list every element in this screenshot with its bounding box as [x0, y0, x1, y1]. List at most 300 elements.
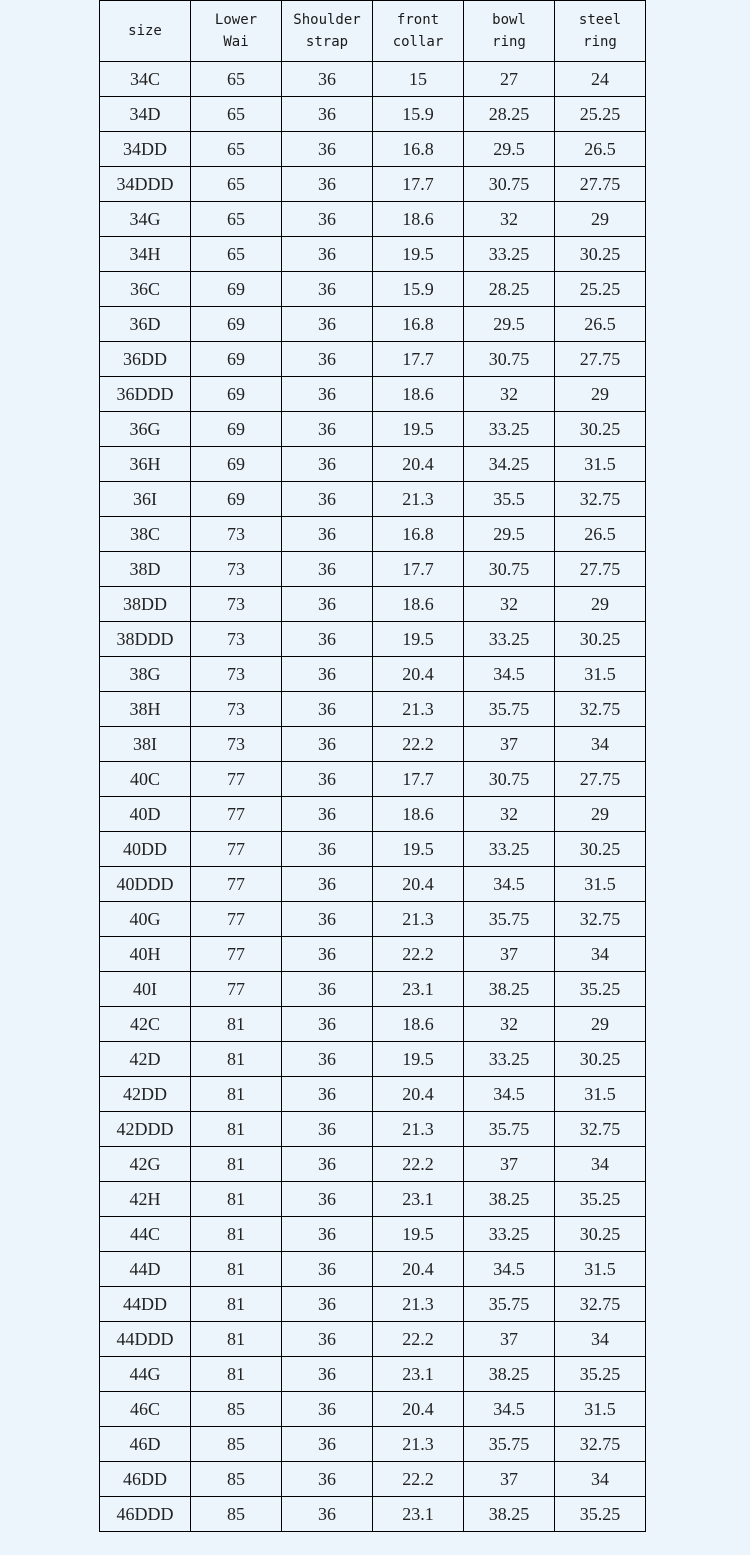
- bowl-ring-cell: 33.25: [464, 412, 555, 447]
- shoulder-strap-cell: 36: [282, 1497, 373, 1532]
- shoulder-strap-cell: 36: [282, 1042, 373, 1077]
- size-cell: 42C: [100, 1007, 191, 1042]
- lower-waist-cell: 85: [191, 1427, 282, 1462]
- front-collar-cell: 16.8: [373, 517, 464, 552]
- shoulder-strap-cell: 36: [282, 762, 373, 797]
- steel-ring-cell: 35.25: [555, 1182, 646, 1217]
- lower-waist-cell: 85: [191, 1392, 282, 1427]
- bowl-ring-cell: 34.5: [464, 1077, 555, 1112]
- bowl-ring-cell: 33.25: [464, 832, 555, 867]
- shoulder-strap-cell: 36: [282, 202, 373, 237]
- bowl-ring-cell: 33.25: [464, 1042, 555, 1077]
- size-cell: 38I: [100, 727, 191, 762]
- size-cell: 44DDD: [100, 1322, 191, 1357]
- size-cell: 34C: [100, 62, 191, 97]
- shoulder-strap-cell: 36: [282, 447, 373, 482]
- bowl-ring-cell: 38.25: [464, 1357, 555, 1392]
- shoulder-strap-cell: 36: [282, 377, 373, 412]
- front-collar-cell: 17.7: [373, 762, 464, 797]
- shoulder-strap-cell: 36: [282, 972, 373, 1007]
- bowl-ring-cell: 30.75: [464, 552, 555, 587]
- lower-waist-cell: 77: [191, 902, 282, 937]
- size-cell: 40C: [100, 762, 191, 797]
- shoulder-strap-cell: 36: [282, 167, 373, 202]
- lower-waist-cell: 81: [191, 1077, 282, 1112]
- shoulder-strap-cell: 36: [282, 797, 373, 832]
- steel-ring-cell: 32.75: [555, 902, 646, 937]
- size-cell: 42DD: [100, 1077, 191, 1112]
- front-collar-cell: 20.4: [373, 657, 464, 692]
- shoulder-strap-cell: 36: [282, 97, 373, 132]
- shoulder-strap-cell: 36: [282, 307, 373, 342]
- shoulder-strap-cell: 36: [282, 937, 373, 972]
- front-collar-cell: 23.1: [373, 1497, 464, 1532]
- front-collar-cell: 18.6: [373, 1007, 464, 1042]
- bowl-ring-cell: 38.25: [464, 1182, 555, 1217]
- size-cell: 36C: [100, 272, 191, 307]
- size-cell: 44D: [100, 1252, 191, 1287]
- steel-ring-cell: 24: [555, 62, 646, 97]
- table-row: [100, 552, 646, 587]
- lower-waist-cell: 69: [191, 447, 282, 482]
- steel-ring-cell: 30.25: [555, 622, 646, 657]
- front-collar-cell: 22.2: [373, 727, 464, 762]
- bowl-ring-cell: 38.25: [464, 972, 555, 1007]
- shoulder-strap-cell: 36: [282, 587, 373, 622]
- table-row: [100, 1007, 646, 1042]
- table-row: [100, 622, 646, 657]
- size-cell: 44C: [100, 1217, 191, 1252]
- size-cell: 38C: [100, 517, 191, 552]
- steel-ring-cell: 29: [555, 1007, 646, 1042]
- steel-ring-cell: 34: [555, 727, 646, 762]
- size-cell: 34D: [100, 97, 191, 132]
- shoulder-strap-cell: 36: [282, 1357, 373, 1392]
- size-cell: 44G: [100, 1357, 191, 1392]
- front-collar-cell: 23.1: [373, 1182, 464, 1217]
- front-collar-cell: 18.6: [373, 202, 464, 237]
- bowl-ring-cell: 37: [464, 1322, 555, 1357]
- steel-ring-cell: 29: [555, 377, 646, 412]
- bowl-ring-cell: 35.75: [464, 692, 555, 727]
- header-label-line: ring: [583, 34, 617, 50]
- steel-ring-cell: 31.5: [555, 1077, 646, 1112]
- table-row: [100, 342, 646, 377]
- size-cell: 36H: [100, 447, 191, 482]
- shoulder-strap-cell: 36: [282, 1427, 373, 1462]
- lower-waist-cell: 65: [191, 167, 282, 202]
- header-label-line: collar: [392, 34, 444, 50]
- steel-ring-cell: 30.25: [555, 1042, 646, 1077]
- shoulder-strap-cell: 36: [282, 657, 373, 692]
- lower-waist-cell: 73: [191, 692, 282, 727]
- front-collar-cell: 15.9: [373, 272, 464, 307]
- lower-waist-cell: 65: [191, 62, 282, 97]
- shoulder-strap-cell: 36: [282, 482, 373, 517]
- lower-waist-cell: 81: [191, 1322, 282, 1357]
- front-collar-cell: 20.4: [373, 867, 464, 902]
- steel-ring-cell: 29: [555, 202, 646, 237]
- header-bowl-ring: [464, 1, 555, 62]
- table-row: [100, 1357, 646, 1392]
- size-cell: 44DD: [100, 1287, 191, 1322]
- front-collar-cell: 20.4: [373, 1392, 464, 1427]
- bowl-ring-cell: 35.75: [464, 1112, 555, 1147]
- table-row: [100, 62, 646, 97]
- lower-waist-cell: 73: [191, 552, 282, 587]
- table-row: [100, 1252, 646, 1287]
- lower-waist-cell: 85: [191, 1462, 282, 1497]
- bowl-ring-cell: 30.75: [464, 342, 555, 377]
- bowl-ring-cell: 33.25: [464, 237, 555, 272]
- lower-waist-cell: 69: [191, 412, 282, 447]
- shoulder-strap-cell: 36: [282, 517, 373, 552]
- steel-ring-cell: 31.5: [555, 867, 646, 902]
- lower-waist-cell: 69: [191, 307, 282, 342]
- steel-ring-cell: 34: [555, 1147, 646, 1182]
- steel-ring-cell: 31.5: [555, 447, 646, 482]
- shoulder-strap-cell: 36: [282, 132, 373, 167]
- lower-waist-cell: 73: [191, 587, 282, 622]
- size-cell: 46D: [100, 1427, 191, 1462]
- bowl-ring-cell: 32: [464, 1007, 555, 1042]
- steel-ring-cell: 34: [555, 1462, 646, 1497]
- size-cell: 46C: [100, 1392, 191, 1427]
- bowl-ring-cell: 35.75: [464, 1427, 555, 1462]
- size-cell: 38H: [100, 692, 191, 727]
- table-row: [100, 1112, 646, 1147]
- table-row: [100, 447, 646, 482]
- front-collar-cell: 22.2: [373, 1322, 464, 1357]
- shoulder-strap-cell: 36: [282, 1287, 373, 1322]
- front-collar-cell: 19.5: [373, 237, 464, 272]
- size-cell: 36D: [100, 307, 191, 342]
- table-row: [100, 657, 646, 692]
- size-cell: 38G: [100, 657, 191, 692]
- size-cell: 40DDD: [100, 867, 191, 902]
- front-collar-cell: 21.3: [373, 482, 464, 517]
- lower-waist-cell: 81: [191, 1217, 282, 1252]
- front-collar-cell: 19.5: [373, 412, 464, 447]
- table-row: [100, 902, 646, 937]
- lower-waist-cell: 77: [191, 832, 282, 867]
- table-row: [100, 1462, 646, 1497]
- lower-waist-cell: 69: [191, 342, 282, 377]
- shoulder-strap-cell: 36: [282, 727, 373, 762]
- front-collar-cell: 19.5: [373, 622, 464, 657]
- lower-waist-cell: 77: [191, 867, 282, 902]
- lower-waist-cell: 65: [191, 132, 282, 167]
- lower-waist-cell: 77: [191, 797, 282, 832]
- bowl-ring-cell: 29.5: [464, 307, 555, 342]
- front-collar-cell: 15: [373, 62, 464, 97]
- header-lower-waist: [191, 1, 282, 62]
- header-label-line: size: [128, 23, 162, 39]
- table-row: [100, 377, 646, 412]
- lower-waist-cell: 85: [191, 1497, 282, 1532]
- header-label-line: front: [396, 12, 440, 28]
- table-row: [100, 1497, 646, 1532]
- steel-ring-cell: 26.5: [555, 132, 646, 167]
- bowl-ring-cell: 38.25: [464, 1497, 555, 1532]
- table-row: [100, 517, 646, 552]
- bowl-ring-cell: 32: [464, 202, 555, 237]
- front-collar-cell: 21.3: [373, 692, 464, 727]
- front-collar-cell: 18.6: [373, 797, 464, 832]
- steel-ring-cell: 25.25: [555, 272, 646, 307]
- table-row: [100, 727, 646, 762]
- bowl-ring-cell: 34.5: [464, 1252, 555, 1287]
- front-collar-cell: 17.7: [373, 342, 464, 377]
- size-chart: [99, 0, 646, 1532]
- front-collar-cell: 18.6: [373, 587, 464, 622]
- header-label-line: bowl: [492, 12, 526, 28]
- size-cell: 36DDD: [100, 377, 191, 412]
- lower-waist-cell: 73: [191, 657, 282, 692]
- lower-waist-cell: 65: [191, 202, 282, 237]
- front-collar-cell: 19.5: [373, 1217, 464, 1252]
- header-label-line: strap: [305, 34, 349, 50]
- front-collar-cell: 18.6: [373, 377, 464, 412]
- front-collar-cell: 21.3: [373, 1112, 464, 1147]
- lower-waist-cell: 77: [191, 762, 282, 797]
- steel-ring-cell: 31.5: [555, 657, 646, 692]
- shoulder-strap-cell: 36: [282, 1322, 373, 1357]
- size-cell: 36G: [100, 412, 191, 447]
- shoulder-strap-cell: 36: [282, 552, 373, 587]
- bowl-ring-cell: 30.75: [464, 762, 555, 797]
- bowl-ring-cell: 29.5: [464, 132, 555, 167]
- table-row: [100, 1287, 646, 1322]
- steel-ring-cell: 30.25: [555, 1217, 646, 1252]
- steel-ring-cell: 34: [555, 937, 646, 972]
- bowl-ring-cell: 32: [464, 797, 555, 832]
- front-collar-cell: 21.3: [373, 902, 464, 937]
- steel-ring-cell: 27.75: [555, 342, 646, 377]
- header-label-line: ring: [492, 34, 526, 50]
- front-collar-cell: 19.5: [373, 832, 464, 867]
- table-row: [100, 1077, 646, 1112]
- table-row: [100, 97, 646, 132]
- bowl-ring-cell: 27: [464, 62, 555, 97]
- bowl-ring-cell: 37: [464, 1462, 555, 1497]
- lower-waist-cell: 81: [191, 1182, 282, 1217]
- lower-waist-cell: 69: [191, 377, 282, 412]
- bowl-ring-cell: 34.25: [464, 447, 555, 482]
- front-collar-cell: 22.2: [373, 1462, 464, 1497]
- front-collar-cell: 17.7: [373, 552, 464, 587]
- front-collar-cell: 21.3: [373, 1287, 464, 1322]
- size-cell: 42G: [100, 1147, 191, 1182]
- lower-waist-cell: 69: [191, 272, 282, 307]
- header-shoulder-strap: [282, 1, 373, 62]
- table-row: [100, 132, 646, 167]
- size-cell: 40D: [100, 797, 191, 832]
- size-cell: 46DDD: [100, 1497, 191, 1532]
- lower-waist-cell: 73: [191, 727, 282, 762]
- bowl-ring-cell: 34.5: [464, 867, 555, 902]
- header-front-collar: [373, 1, 464, 62]
- header-size: [100, 1, 191, 62]
- table-row: [100, 1427, 646, 1462]
- front-collar-cell: 19.5: [373, 1042, 464, 1077]
- header-label-line: Shoulder: [293, 12, 361, 28]
- steel-ring-cell: 35.25: [555, 1357, 646, 1392]
- header-steel-ring: [555, 1, 646, 62]
- header-label-line: Lower: [214, 12, 258, 28]
- front-collar-cell: 20.4: [373, 1077, 464, 1112]
- lower-waist-cell: 81: [191, 1112, 282, 1147]
- steel-ring-cell: 35.25: [555, 1497, 646, 1532]
- lower-waist-cell: 77: [191, 937, 282, 972]
- steel-ring-cell: 31.5: [555, 1252, 646, 1287]
- bowl-ring-cell: 32: [464, 377, 555, 412]
- table-row: [100, 202, 646, 237]
- bowl-ring-cell: 28.25: [464, 97, 555, 132]
- size-cell: 42D: [100, 1042, 191, 1077]
- size-cell: 42DDD: [100, 1112, 191, 1147]
- shoulder-strap-cell: 36: [282, 1217, 373, 1252]
- steel-ring-cell: 34: [555, 1322, 646, 1357]
- lower-waist-cell: 81: [191, 1252, 282, 1287]
- size-cell: 40I: [100, 972, 191, 1007]
- size-cell: 34G: [100, 202, 191, 237]
- shoulder-strap-cell: 36: [282, 342, 373, 377]
- table-header: [100, 1, 646, 62]
- table-row: [100, 762, 646, 797]
- lower-waist-cell: 81: [191, 1007, 282, 1042]
- shoulder-strap-cell: 36: [282, 62, 373, 97]
- front-collar-cell: 20.4: [373, 447, 464, 482]
- header-label-line: steel: [578, 12, 622, 28]
- lower-waist-cell: 81: [191, 1357, 282, 1392]
- table-row: [100, 797, 646, 832]
- steel-ring-cell: 27.75: [555, 552, 646, 587]
- shoulder-strap-cell: 36: [282, 1147, 373, 1182]
- table-row: [100, 692, 646, 727]
- steel-ring-cell: 30.25: [555, 832, 646, 867]
- shoulder-strap-cell: 36: [282, 622, 373, 657]
- size-cell: 40DD: [100, 832, 191, 867]
- size-cell: 34DDD: [100, 167, 191, 202]
- steel-ring-cell: 27.75: [555, 762, 646, 797]
- steel-ring-cell: 30.25: [555, 412, 646, 447]
- bowl-ring-cell: 34.5: [464, 657, 555, 692]
- table-row: [100, 832, 646, 867]
- size-cell: 34H: [100, 237, 191, 272]
- bowl-ring-cell: 34.5: [464, 1392, 555, 1427]
- table-row: [100, 1217, 646, 1252]
- steel-ring-cell: 30.25: [555, 237, 646, 272]
- lower-waist-cell: 73: [191, 622, 282, 657]
- bowl-ring-cell: 35.75: [464, 1287, 555, 1322]
- size-cell: 46DD: [100, 1462, 191, 1497]
- table-row: [100, 1392, 646, 1427]
- bowl-ring-cell: 35.5: [464, 482, 555, 517]
- bowl-ring-cell: 35.75: [464, 902, 555, 937]
- steel-ring-cell: 26.5: [555, 307, 646, 342]
- shoulder-strap-cell: 36: [282, 692, 373, 727]
- lower-waist-cell: 77: [191, 972, 282, 1007]
- shoulder-strap-cell: 36: [282, 1252, 373, 1287]
- size-cell: 42H: [100, 1182, 191, 1217]
- header-row: [100, 1, 646, 62]
- bowl-ring-cell: 37: [464, 937, 555, 972]
- steel-ring-cell: 35.25: [555, 972, 646, 1007]
- shoulder-strap-cell: 36: [282, 272, 373, 307]
- size-cell: 36I: [100, 482, 191, 517]
- front-collar-cell: 16.8: [373, 307, 464, 342]
- table-row: [100, 412, 646, 447]
- size-table: [99, 0, 646, 1532]
- bowl-ring-cell: 29.5: [464, 517, 555, 552]
- steel-ring-cell: 32.75: [555, 1287, 646, 1322]
- front-collar-cell: 22.2: [373, 1147, 464, 1182]
- steel-ring-cell: 31.5: [555, 1392, 646, 1427]
- shoulder-strap-cell: 36: [282, 1182, 373, 1217]
- size-cell: 40H: [100, 937, 191, 972]
- table-row: [100, 237, 646, 272]
- table-row: [100, 1147, 646, 1182]
- front-collar-cell: 20.4: [373, 1252, 464, 1287]
- size-cell: 40G: [100, 902, 191, 937]
- steel-ring-cell: 29: [555, 797, 646, 832]
- bowl-ring-cell: 37: [464, 1147, 555, 1182]
- table-row: [100, 937, 646, 972]
- lower-waist-cell: 81: [191, 1287, 282, 1322]
- front-collar-cell: 21.3: [373, 1427, 464, 1462]
- size-cell: 36DD: [100, 342, 191, 377]
- shoulder-strap-cell: 36: [282, 867, 373, 902]
- steel-ring-cell: 26.5: [555, 517, 646, 552]
- bowl-ring-cell: 30.75: [464, 167, 555, 202]
- bowl-ring-cell: 37: [464, 727, 555, 762]
- table-body: [100, 62, 646, 1532]
- front-collar-cell: 23.1: [373, 1357, 464, 1392]
- front-collar-cell: 15.9: [373, 97, 464, 132]
- table-row: [100, 272, 646, 307]
- table-row: [100, 1182, 646, 1217]
- bowl-ring-cell: 33.25: [464, 1217, 555, 1252]
- shoulder-strap-cell: 36: [282, 902, 373, 937]
- bowl-ring-cell: 33.25: [464, 622, 555, 657]
- table-row: [100, 1322, 646, 1357]
- size-cell: 38D: [100, 552, 191, 587]
- bowl-ring-cell: 28.25: [464, 272, 555, 307]
- size-cell: 34DD: [100, 132, 191, 167]
- lower-waist-cell: 65: [191, 237, 282, 272]
- steel-ring-cell: 32.75: [555, 1112, 646, 1147]
- front-collar-cell: 23.1: [373, 972, 464, 1007]
- table-row: [100, 867, 646, 902]
- shoulder-strap-cell: 36: [282, 1112, 373, 1147]
- shoulder-strap-cell: 36: [282, 237, 373, 272]
- size-cell: 38DD: [100, 587, 191, 622]
- table-row: [100, 972, 646, 1007]
- size-cell: 38DDD: [100, 622, 191, 657]
- shoulder-strap-cell: 36: [282, 1392, 373, 1427]
- steel-ring-cell: 25.25: [555, 97, 646, 132]
- lower-waist-cell: 73: [191, 517, 282, 552]
- steel-ring-cell: 32.75: [555, 692, 646, 727]
- steel-ring-cell: 32.75: [555, 1427, 646, 1462]
- lower-waist-cell: 81: [191, 1147, 282, 1182]
- shoulder-strap-cell: 36: [282, 1077, 373, 1112]
- shoulder-strap-cell: 36: [282, 832, 373, 867]
- shoulder-strap-cell: 36: [282, 1007, 373, 1042]
- table-row: [100, 307, 646, 342]
- lower-waist-cell: 81: [191, 1042, 282, 1077]
